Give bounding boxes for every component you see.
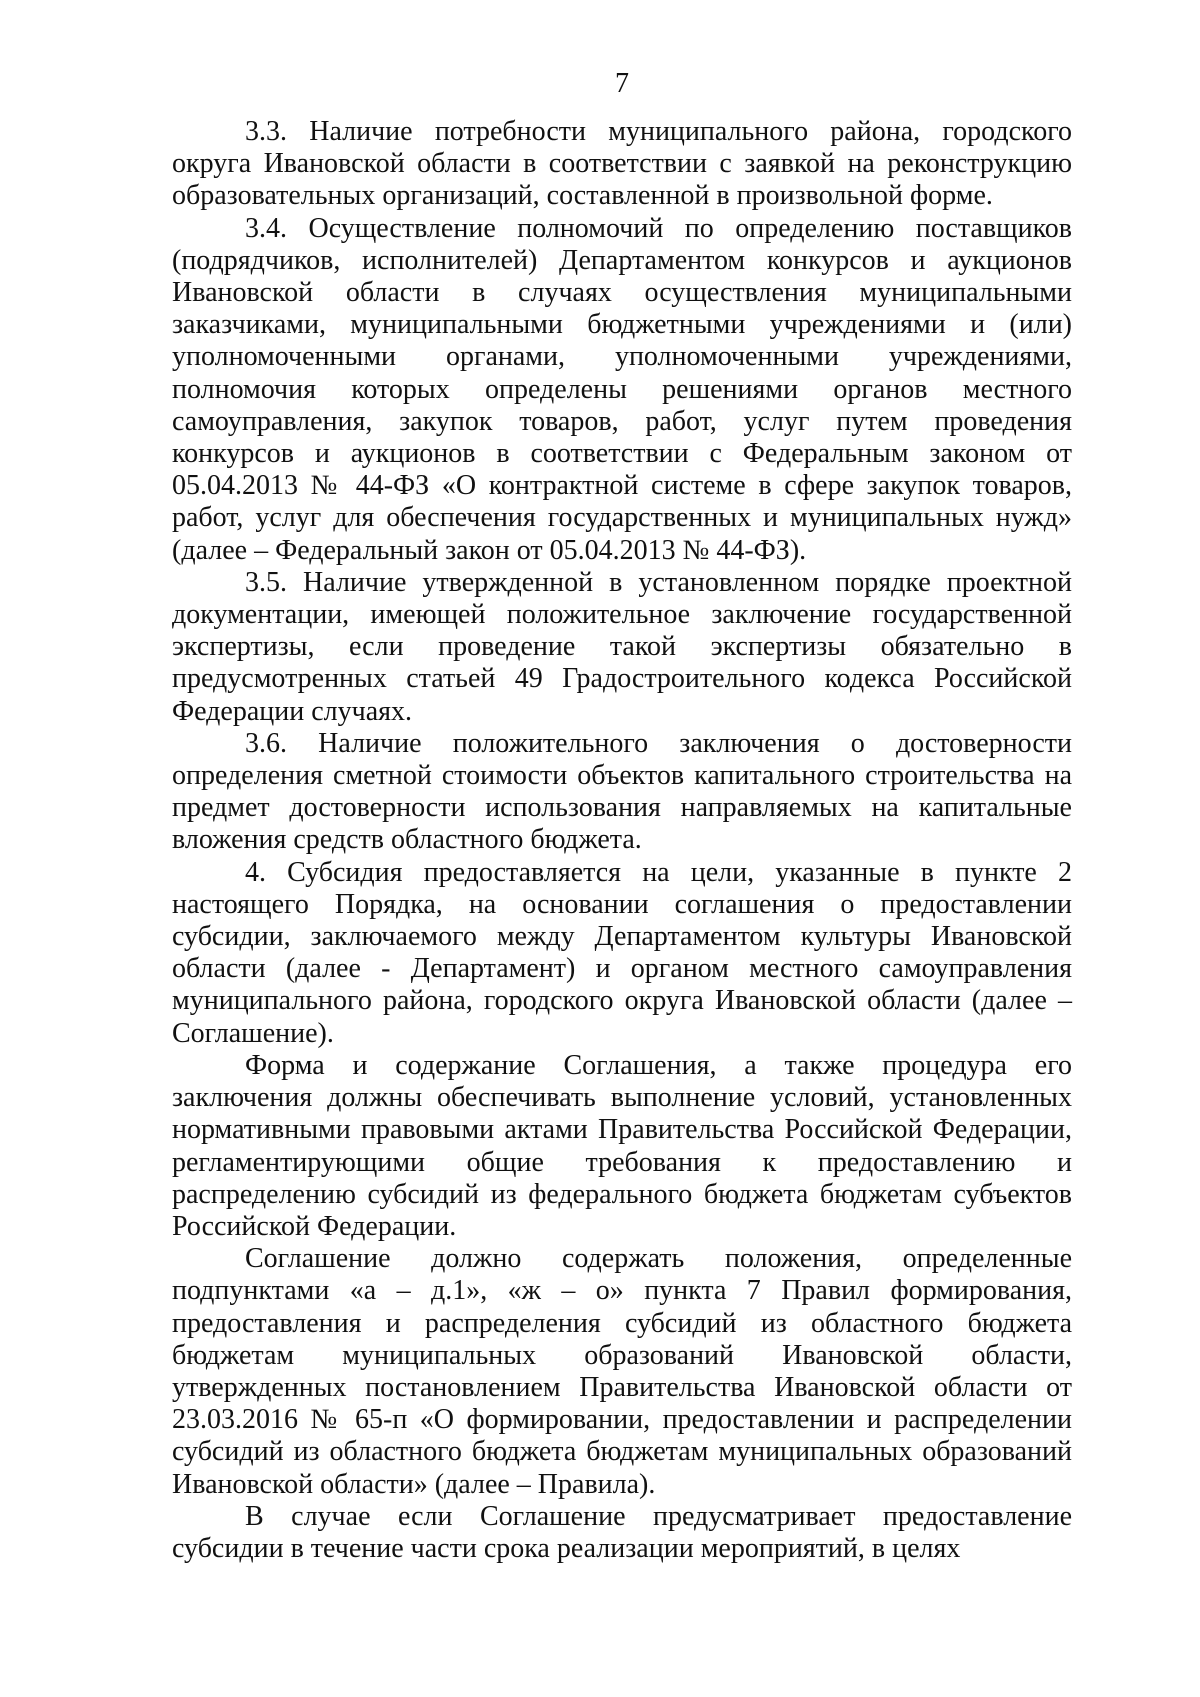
paragraph-agreement-content: Соглашение должно содержать положения, определенные подпунктами «а – д.1», «ж – о» пункта 7 Правил формирования, предоставления и распределения субсидий из областного бюджета бюджетам муниципальных образований Ивановской области, утвержденных постановлением Правительства Ивановской области от 23.03.2016 № 65-п «О формировании, предоставлении и распределении субсидий из областного бюджета бюджетам муниципальных образований Ивановской области» (далее – Правила). [172,1243,1072,1500]
paragraph-3-3: 3.3. Наличие потребности муниципального района, городского округа Ивановской области в соответствии с заявкой на реконструкцию образовательных организаций, составленной в произвольной форме. [172,116,1072,212]
document-body [172,116,1072,1565]
paragraph-4: 4. Субсидия предоставляется на цели, указанные в пункте 2 настоящего Порядка, на основании соглашения о предоставлении субсидии, заключаемого между Департаментом культуры Ивановской области (далее - Департамент) и органом местного самоуправления муниципального района, городского округа Ивановской области (далее – Соглашение). [172,856,1072,1049]
page-number: 7 [615,68,629,99]
paragraph-partial-term: В случае если Соглашение предусматривает предоставление субсидии в течение части срока реализации мероприятий, в целях [172,1500,1072,1564]
paragraph-agreement-form: Форма и содержание Соглашения, а также процедура его заключения должны обеспечивать выполнение условий, установленных нормативными правовыми актами Правительства Российской Федерации, регламентирующими общие требования к предоставлению и распределению субсидий из федерального бюджета бюджетам субъектов Российской Федерации. [172,1049,1072,1242]
paragraph-3-5: 3.5. Наличие утвержденной в установленном порядке проектной документации, имеющей положительное заключение государственной экспертизы, если проведение такой экспертизы обязательно в предусмотренных статьей 49 Градостроительного кодекса Российской Федерации случаях. [172,566,1072,727]
paragraph-3-4: 3.4. Осуществление полномочий по определению поставщиков (подрядчиков, исполнителей) Департаментом конкурсов и аукционов Ивановской области в случаях осуществления муниципальными заказчиками, муниципальными бюджетными учреждениями и (или) уполномоченными органами, уполномоченными учреждениями, полномочия которых определены решениями органов местного самоуправления, закупок товаров, работ, услуг путем проведения конкурсов и аукционов в соответствии с Федеральным законом от 05.04.2013 № 44-ФЗ «О контрактной системе в сфере закупок товаров, работ, услуг для обеспечения государственных и муниципальных нужд» (далее – Федеральный закон от 05.04.2013 № 44-ФЗ). [172,212,1072,566]
paragraph-3-6: 3.6. Наличие положительного заключения о достоверности определения сметной стоимости объектов капитального строительства на предмет достоверности использования направляемых на капитальные вложения средств областного бюджета. [172,727,1072,856]
